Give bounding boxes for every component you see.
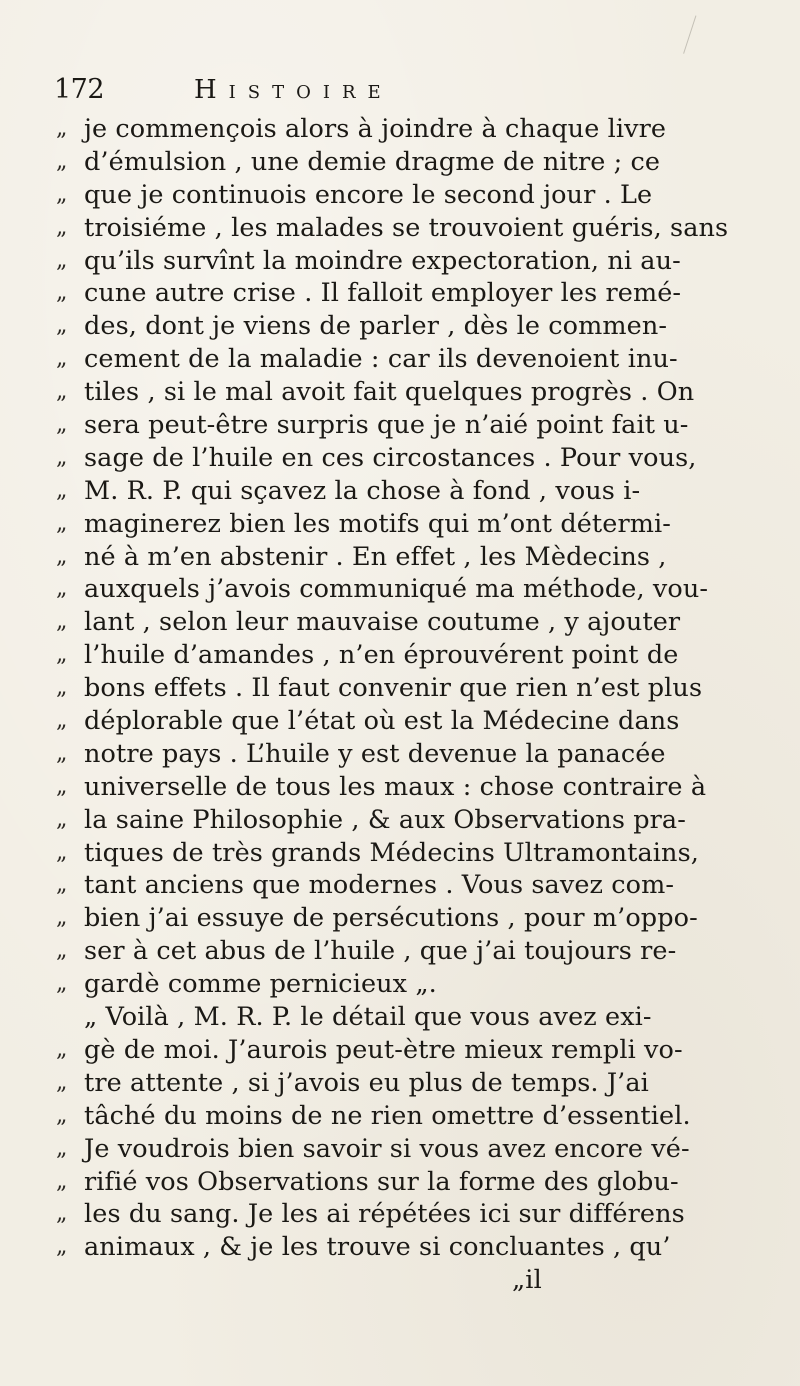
running-head: Histoire: [194, 75, 393, 105]
line-text: tant anciens que modernes . Vous savez com-: [84, 870, 675, 901]
text-line: [56, 935, 766, 968]
quotation-mark: „: [56, 773, 68, 799]
quotation-mark: „: [56, 313, 68, 339]
catchword: „il: [512, 1265, 542, 1296]
text-line: [56, 212, 766, 245]
line-text: d’émulsion , une demie dragme de nitre ; ce: [84, 146, 661, 177]
text-line: [56, 146, 766, 179]
text-line: [56, 837, 766, 870]
text-line: [56, 573, 766, 606]
quotation-mark: „: [56, 971, 68, 997]
paper-crease: [655, 6, 697, 54]
text-line: [56, 409, 766, 442]
text-line: [56, 1034, 766, 1067]
text-line: [56, 1067, 766, 1100]
quotation-mark: „: [56, 576, 68, 602]
text-line: [56, 606, 766, 639]
page-number: 172: [54, 74, 105, 105]
text-line: [56, 639, 766, 672]
text-line: [56, 869, 766, 902]
quotation-mark: „: [56, 806, 68, 832]
page-header: [54, 72, 774, 108]
text-line: [56, 310, 766, 343]
quotation-mark: „: [56, 1168, 68, 1194]
line-text: „ Voilà , M. R. P. le détail que vous avez exi-: [84, 1002, 652, 1033]
text-line: [56, 771, 766, 804]
line-text: des, dont je viens de parler , dès le commen-: [84, 311, 668, 342]
quotation-mark: „: [56, 1234, 68, 1260]
quotation-mark: „: [56, 1201, 68, 1227]
text-line: [56, 1100, 766, 1133]
quotation-mark: „: [56, 708, 68, 734]
quotation-mark: „: [56, 675, 68, 701]
quotation-mark: „: [56, 379, 68, 405]
line-text: bons effets . Il faut convenir que rien n’est plus: [84, 673, 703, 704]
quotation-mark: „: [56, 346, 68, 372]
line-text: gardè comme pernicieux „.: [84, 969, 437, 1000]
line-text: sage de l’huile en ces circostances . Pour vous,: [84, 442, 697, 473]
quotation-mark: „: [56, 905, 68, 931]
text-line: [56, 541, 766, 574]
text-line: [56, 113, 766, 146]
line-text: animaux , & je les trouve si concluantes , qu’: [84, 1232, 671, 1263]
text-line: [56, 277, 766, 310]
line-text: ser à cet abus de l’huile , que j’ai toujours re-: [84, 936, 677, 967]
line-text: M. R. P. qui sçavez la chose à fond , vous i-: [84, 475, 641, 506]
text-line: [56, 738, 766, 771]
text-line: [56, 705, 766, 738]
line-text: qu’ils survînt la moindre expectoration, ni au-: [84, 245, 681, 276]
line-text: cune autre crise . Il falloit employer les remé-: [84, 278, 682, 309]
line-text: troisiéme , les malades se trouvoient guéris, sans: [84, 212, 729, 243]
quotation-mark: „: [56, 872, 68, 898]
text-line: [56, 1133, 766, 1166]
quotation-mark: „: [56, 444, 68, 470]
line-text: rifié vos Observations sur la forme des globu-: [84, 1166, 679, 1197]
quotation-mark: „: [56, 510, 68, 536]
text-line: [56, 1166, 766, 1199]
paragraph-start-line: [56, 1001, 766, 1034]
quotation-mark: „: [56, 148, 68, 174]
line-text: maginerez bien les motifs qui m’ont détermi-: [84, 508, 672, 539]
quotation-mark: „: [56, 116, 68, 141]
line-text: lant , selon leur mauvaise coutume , y ajouter: [84, 607, 681, 638]
quotation-mark: „: [56, 642, 68, 668]
quotation-mark: „: [56, 839, 68, 865]
quotation-mark: „: [56, 247, 68, 273]
line-text: auxquels j’avois communiqué ma méthode, vou-: [84, 574, 709, 605]
quotation-mark: „: [56, 1069, 68, 1095]
line-text: les du sang. Je les ai répétées ici sur différens: [84, 1199, 685, 1230]
line-text: bien j’ai essuye de persécutions , pour m’oppo-: [84, 903, 698, 934]
text-line: [56, 902, 766, 935]
quotation-mark: „: [56, 938, 68, 964]
quotation-mark: „: [56, 412, 68, 438]
line-text: que je continuois encore le second jour . Le: [84, 179, 653, 210]
quotation-mark: „: [56, 477, 68, 503]
line-text: né à m’en abstenir . En effet , les Mèdecins ,: [84, 541, 667, 572]
line-text: tiques de très grands Médecins Ultramontains,: [84, 837, 699, 868]
text-line: [56, 179, 766, 212]
quotation-mark: „: [56, 1036, 68, 1062]
line-text: cement de la maladie : car ils devenoient inu-: [84, 344, 678, 375]
quotation-mark: „: [56, 280, 68, 306]
text-line: [56, 245, 766, 278]
text-line: [56, 442, 766, 475]
quotation-mark: „: [56, 214, 68, 240]
quotation-mark: „: [56, 1135, 68, 1161]
line-text: la saine Philosophie , & aux Observations pra-: [84, 804, 686, 835]
line-text: notre pays . L’huile y est devenue la panacée: [84, 738, 666, 769]
text-line: [56, 968, 766, 1001]
line-text: déplorable que l’état où est la Médecine dans: [84, 706, 680, 737]
body-text: [56, 113, 766, 1297]
catchword-line: [56, 1264, 766, 1297]
quotation-mark: „: [56, 543, 68, 569]
line-text: tâché du moins de ne rien omettre d’essentiel.: [84, 1100, 691, 1131]
text-line: [56, 1231, 766, 1264]
line-text: universelle de tous les maux : chose contraire à: [84, 771, 707, 802]
text-line: [56, 343, 766, 376]
line-text: tre attente , si j’avois eu plus de temps. J’ai: [84, 1067, 649, 1098]
text-line: [56, 376, 766, 409]
text-line: [56, 508, 766, 541]
quotation-mark: „: [56, 1102, 68, 1128]
quotation-mark: „: [56, 181, 68, 207]
line-text: tiles , si le mal avoit fait quelques progrès . On: [84, 377, 695, 408]
line-text: Je voudrois bien savoir si vous avez encore vé-: [84, 1133, 690, 1164]
line-text: gè de moi. J’aurois peut-ètre mieux rempli vo-: [84, 1034, 683, 1065]
text-line: [56, 475, 766, 508]
text-line: [56, 804, 766, 837]
line-text: je commençois alors à joindre à chaque livre: [84, 114, 667, 144]
quotation-mark: „: [56, 740, 68, 766]
line-text: sera peut-être surpris que je n’aié point fait u-: [84, 410, 689, 441]
line-text: l’huile d’amandes , n’en éprouvérent point de: [84, 640, 679, 671]
quotation-mark: „: [56, 609, 68, 635]
text-line: [56, 672, 766, 705]
text-line: [56, 1198, 766, 1231]
